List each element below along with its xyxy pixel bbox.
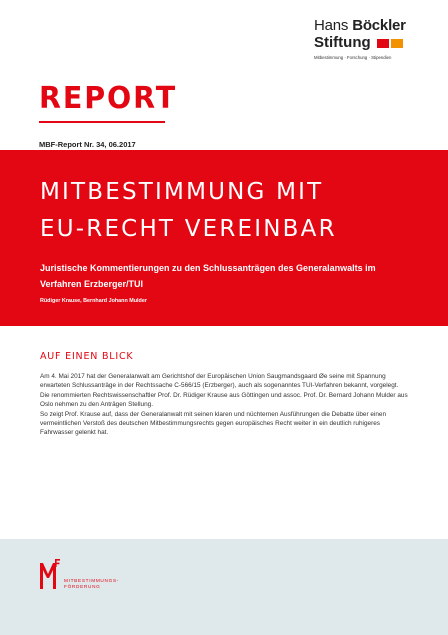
logo-squares-icon [377,39,403,48]
mf-text-line-1: MITBESTIMMUNGS- [64,578,120,583]
report-wordmark: REPORT [39,81,178,116]
title-line-1: MITBESTIMMUNG MIT [40,179,324,205]
glance-heading: AUF EINEN BLICK [40,351,134,362]
logo-square-orange [391,39,403,48]
logo-word-stiftung: Stiftung [314,34,371,51]
glance-paragraph: So zeigt Prof. Krause auf, dass der Generalanwalt mit seinen klaren und nüchternen Ausführungen die Debatte über einen vermeintlichen Verstoß des deutschen Mitbestimmungsrechts gegen europäisches Recht weiter in ein deutlich ruhigeres Fahrwasser gelenkt hat. [40,410,387,437]
report-underline [39,121,165,123]
report-authors: Rüdiger Krause, Bernhard Johann Mulder [40,298,147,304]
logo-tagline: Mitbestimmung · Forschung · Stipendien [314,55,392,60]
report-subtitle: Juristische Kommentierungen zu den Schlussanträgen des Generalanwalts im Verfahren Erzberger/TUI [40,263,376,289]
report-number: MBF-Report Nr. 34, 06.2017 [39,140,136,149]
report-title [40,174,420,248]
mitbestimmungsfoerderung-logo-icon [40,559,60,589]
mf-text-line-2: FÖRDERUNG [64,584,101,589]
glance-paragraph: Am 4. Mai 2017 hat der Generalanwalt am Gerichtshof der Europäischen Union Saugmandsgaard Øe seine mit Spannung erwarteten Schlussanträge in der Rechtssache C-566/15 (Erzberger), auch als sogenanntes TUI-Verfahren bekannt, vorgelegt. [40,373,399,390]
title-line-2: EU-RECHT VEREINBAR [40,216,337,242]
glance-summary [40,372,410,438]
title-band [0,150,448,326]
hans-boeckler-stiftung-logo [314,18,434,60]
footer-band [0,539,448,635]
logo-line-1: Hans Böckler [314,17,406,34]
glance-paragraph: Die renommierten Rechtswissenschaftler Prof. Dr. Rüdiger Krause aus Göttingen und assoc. Prof. Dr. Bernard Johann Mulder aus Oslo nehmen zu den Anträgen Stellung. [40,391,408,409]
logo-line-2 [314,35,434,51]
logo-square-red [377,39,389,48]
mitbestimmungsfoerderung-label [64,578,119,590]
